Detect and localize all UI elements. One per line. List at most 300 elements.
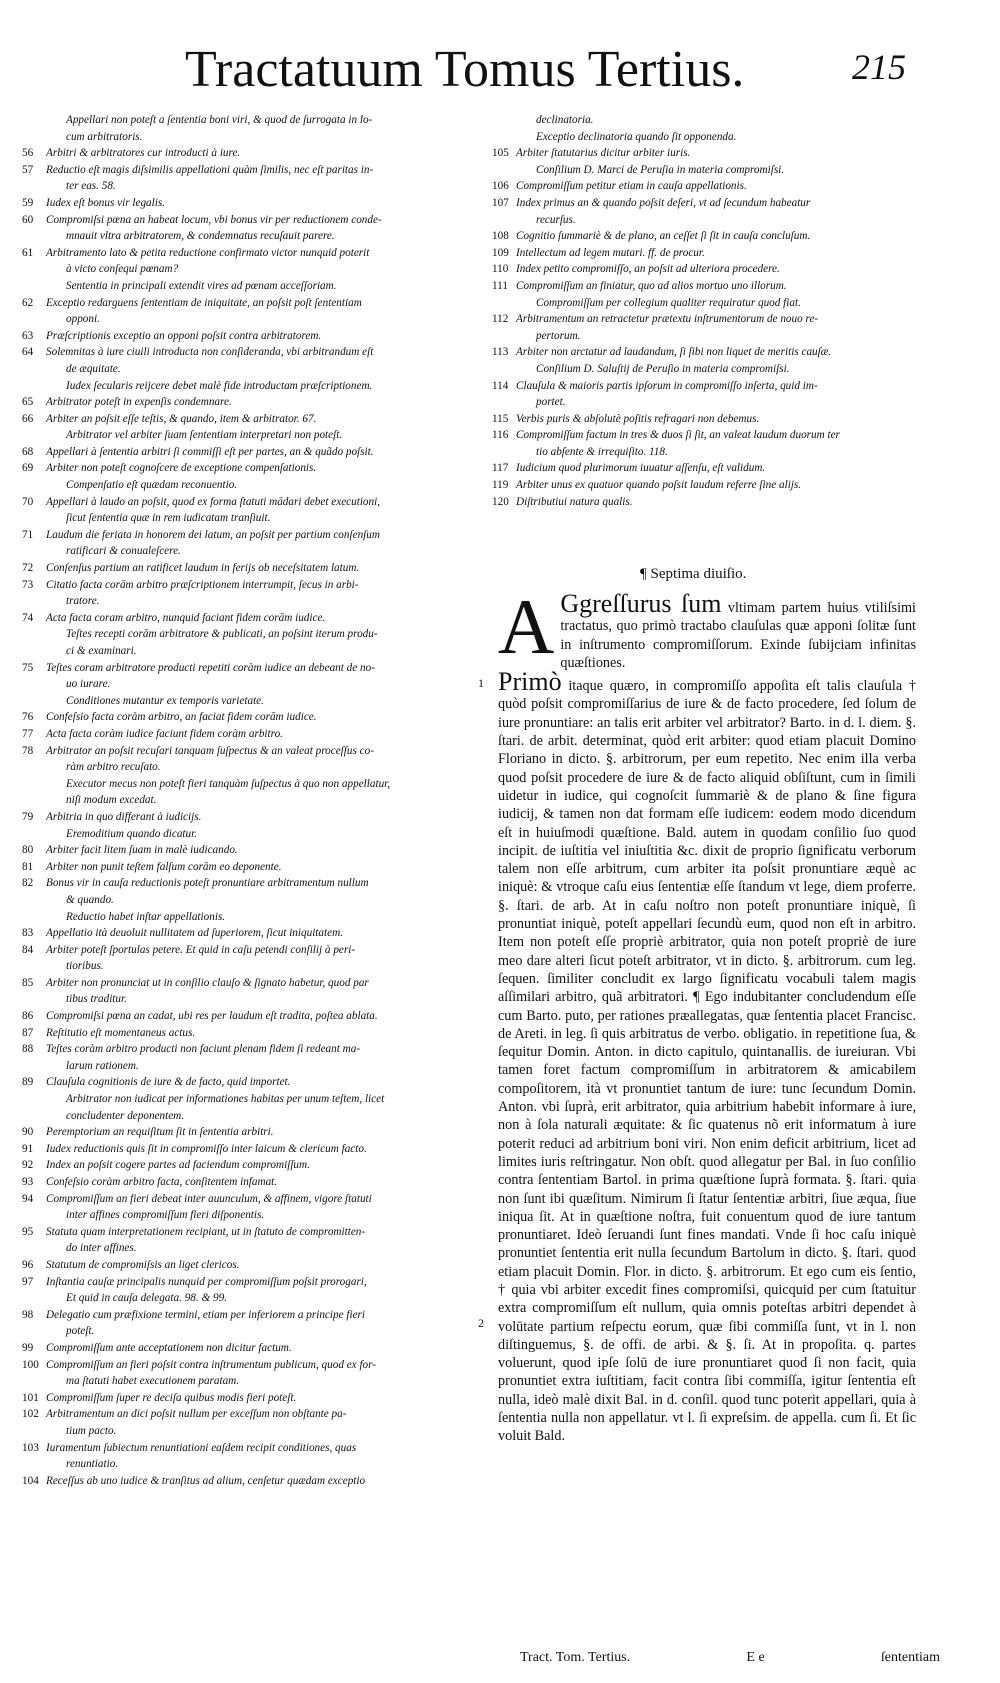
index-number: 113 xyxy=(492,346,509,359)
index-text: Appellatio ità deuoluit nullitatem ad ſuperiorem, ſicut iniquitatem. xyxy=(46,927,343,940)
index-entry xyxy=(22,261,482,278)
index-number xyxy=(492,295,536,312)
index-text: ràm arbitro recuſato. xyxy=(66,761,161,774)
index-number xyxy=(22,129,66,146)
index-number xyxy=(22,1207,66,1224)
index-text: Iuramentum ſubiectum renuntiationi eaſdem recipit conditiones, quas xyxy=(46,1441,357,1454)
index-number: 61 xyxy=(22,246,34,259)
index-text: Arbiter non arctatur ad laudandum, ſi ſibi non liquet de meritis cauſæ. xyxy=(516,346,831,359)
index-entry xyxy=(492,178,952,195)
index-entry xyxy=(492,278,952,295)
index-text: Compromiſſum ante acceptationem non dicitur factum. xyxy=(46,1341,292,1354)
index-number: 99 xyxy=(22,1341,34,1354)
index-entry xyxy=(22,394,482,411)
index-text: tratore. xyxy=(66,595,100,608)
index-number: 80 xyxy=(22,844,34,857)
index-number: 71 xyxy=(22,528,34,541)
index-text: Clauſula & maioris partis ipſorum in compromiſſo inſerta, quid im- xyxy=(516,379,818,392)
index-entry xyxy=(22,660,482,677)
index-entry xyxy=(22,361,482,378)
index-text: Arbitrator non iudicat per informationes habitas per unum teſtem, licet xyxy=(66,1093,385,1106)
index-text: Laudum die feriata in honorem dei latum, an poſsit per partium conſenſum xyxy=(46,528,380,541)
index-number xyxy=(22,228,66,245)
index-text: uo iurare. xyxy=(66,678,111,691)
index-entry xyxy=(22,1141,482,1158)
drop-cap: A xyxy=(498,583,555,670)
index-number xyxy=(22,278,66,295)
index-entry xyxy=(22,577,482,594)
index-entry xyxy=(22,1473,482,1490)
index-entry xyxy=(22,958,482,975)
index-entry xyxy=(22,328,482,345)
index-number: 56 xyxy=(22,147,34,160)
index-text: Appellari à laudo an poſsit, quod ex forma ſtatuti mādari debet executioni, xyxy=(46,495,381,508)
index-number xyxy=(492,444,536,461)
index-text: ma ſtatuti habet executionem paratam. xyxy=(66,1375,240,1388)
index-entry xyxy=(22,162,482,179)
index-number xyxy=(22,1091,66,1108)
index-entry xyxy=(22,676,482,693)
index-number: 92 xyxy=(22,1159,34,1172)
index-number xyxy=(22,826,66,843)
index-entry xyxy=(22,626,482,643)
index-text: Compromiſsi pœna an cadat, ubi res per laudum eſt tradita, poſtea ablata. xyxy=(46,1010,378,1023)
body-text xyxy=(498,583,916,1446)
index-entry xyxy=(492,494,952,511)
index-text: Receſſus ab uno iudice & tranſitus ad alium, cenſetur quædam exceptio xyxy=(46,1474,366,1487)
index-number: 89 xyxy=(22,1076,34,1089)
index-text: Teſtes coràm arbitro producti non faciunt plenam fidem ſi redeant ma- xyxy=(46,1043,361,1056)
index-entry xyxy=(22,1191,482,1208)
index-entry xyxy=(22,1357,482,1374)
index-text: Arbitria in quo differant à iudicijs. xyxy=(46,810,202,823)
second-paragraph xyxy=(498,667,916,1445)
index-text: Iudicium quod plurimorum iuuatur aſſenſu, eſt validum. xyxy=(516,462,766,475)
index-text: tibus traditur. xyxy=(66,993,127,1006)
index-text: Arbiter an poſsit eſſe teſtis, & quando, item & arbitrator. 67. xyxy=(46,412,317,425)
index-number xyxy=(22,693,66,710)
index-text: Reductio habet inſtar appellationis. xyxy=(66,910,226,923)
index-entry xyxy=(22,494,482,511)
index-number: 83 xyxy=(22,927,34,940)
index-text: Intellectum ad legem mutari. ff. de procur. xyxy=(516,246,705,259)
index-entry xyxy=(22,925,482,942)
index-text: Conſenſus partium an ratificet laudum in ferijs ob neceſsitatem latum. xyxy=(46,562,360,575)
index-entry xyxy=(22,460,482,477)
index-text: Compenſatio eſt quædam reconuentio. xyxy=(66,479,238,492)
index-text: Arbiter unus ex quatuor quando poſsit laudum referre ſine alijs. xyxy=(516,479,802,492)
index-text: & quando. xyxy=(66,893,114,906)
right-index-column xyxy=(492,112,952,510)
index-number: 120 xyxy=(492,495,509,508)
index-number: 79 xyxy=(22,810,34,823)
index-entry xyxy=(22,859,482,876)
index-text: Conditiones mutantur ex temporis varietate. xyxy=(66,694,264,707)
index-text: Bonus vir in cauſa reductionis poteſt pronuntiare arbitramentum nullum xyxy=(46,877,369,890)
margin-mark: 2 xyxy=(478,1316,484,1330)
index-entry xyxy=(22,792,482,809)
index-text: Reſtitutio eſt momentaneus actus. xyxy=(46,1026,196,1039)
index-text: ter eas. 58. xyxy=(66,180,116,193)
index-entry xyxy=(22,759,482,776)
index-entry xyxy=(22,1041,482,1058)
index-entry xyxy=(22,295,482,312)
index-entry xyxy=(22,1157,482,1174)
index-number xyxy=(22,378,66,395)
index-text: Arbiter poteſt ſportulas petere. Et quid in caſu petendi conſilij à peri- xyxy=(46,943,356,956)
index-entry xyxy=(492,311,952,328)
index-number: 95 xyxy=(22,1225,34,1238)
index-text: Compromiſſum petitur etiam in cauſa appellationis. xyxy=(516,180,747,193)
index-text: Compromiſſum per collegium qualiter requiratur quod fiat. xyxy=(536,296,801,309)
index-entry xyxy=(22,1257,482,1274)
index-entry xyxy=(22,1240,482,1257)
index-number: 112 xyxy=(492,313,509,326)
index-number: 100 xyxy=(22,1358,39,1371)
page-footer xyxy=(520,1650,940,1666)
index-text: Conſilium D. Saluſtij de Peruſio in materia compromiſsi. xyxy=(536,362,790,375)
index-entry xyxy=(22,1091,482,1108)
index-number xyxy=(492,212,536,229)
index-number: 98 xyxy=(22,1308,34,1321)
index-number xyxy=(22,510,66,527)
index-entry xyxy=(492,344,952,361)
index-number: 87 xyxy=(22,1026,34,1039)
index-entry xyxy=(22,1025,482,1042)
index-text: Delegatio cum præfixione termini, etiam per inferiorem a principe fieri xyxy=(46,1308,365,1321)
index-text: à victo conſequi pœnam? xyxy=(66,263,179,276)
index-entry xyxy=(22,643,482,660)
index-text: Reductio eſt magis diſsimilis appellationi quàm ſimilis, nec eſt paritas in- xyxy=(46,163,374,176)
index-text: Arbitramentum an dici poſsit nullum per exceſſum non obſtante pa- xyxy=(46,1408,347,1421)
first-paragraph-text: vltimam partem huius vtiliſsimi tractatus, quo primò tractabo clauſulas quæ apponi ſolitæ ſunt in inſtrumento compromiſſorum. Exinde ſubijciam infinitas quæſtiones. xyxy=(560,600,916,671)
index-entry xyxy=(22,826,482,843)
left-index-column xyxy=(22,112,482,1489)
index-entry xyxy=(22,1307,482,1324)
index-entry xyxy=(492,460,952,477)
index-text: niſi modum excedat. xyxy=(66,794,157,807)
index-entry xyxy=(22,212,482,229)
index-number: 86 xyxy=(22,1010,34,1023)
index-entry xyxy=(22,112,482,129)
index-text: tium pacto. xyxy=(66,1424,117,1437)
index-text: opponi. xyxy=(66,313,100,326)
index-text: Peremptorium an requiſitum ſit in ſententia arbitri. xyxy=(46,1126,274,1139)
index-entry xyxy=(492,394,952,411)
index-number: 85 xyxy=(22,976,34,989)
index-number: 90 xyxy=(22,1126,34,1139)
index-number: 68 xyxy=(22,445,34,458)
index-entry xyxy=(22,278,482,295)
footer-running-title: Tract. Tom. Tertius. xyxy=(520,1650,631,1665)
footer-signature: E e xyxy=(746,1650,765,1665)
index-number xyxy=(492,361,536,378)
index-text: Compromiſsi pœna an habeat locum, vbi bonus vir per reductionem conde- xyxy=(46,213,382,226)
index-entry xyxy=(22,510,482,527)
index-text: Statuta quam interpretationem recipiant, ut in ſtatuto de compromitten- xyxy=(46,1225,366,1238)
footer-catchword: ſententiam xyxy=(880,1650,940,1665)
index-entry xyxy=(492,245,952,262)
index-number: 102 xyxy=(22,1408,39,1421)
index-text: Eremoditium quando dicatur. xyxy=(66,827,198,840)
index-text: Compromiſſum an fieri poſsit contra inſtrumentum publicum, quod ex for- xyxy=(46,1358,376,1371)
index-number xyxy=(492,162,536,179)
index-entry xyxy=(22,228,482,245)
index-number: 59 xyxy=(22,196,34,209)
index-entry xyxy=(22,875,482,892)
index-number xyxy=(22,543,66,560)
index-entry xyxy=(22,610,482,627)
index-entry xyxy=(492,112,952,129)
index-entry xyxy=(22,129,482,146)
index-number: 96 xyxy=(22,1258,34,1271)
index-entry xyxy=(492,411,952,428)
index-text: Statutum de compromiſsis an liget clericos. xyxy=(46,1258,240,1271)
index-number: 57 xyxy=(22,163,34,176)
index-number: 62 xyxy=(22,296,34,309)
index-number xyxy=(22,626,66,643)
index-entry xyxy=(22,1008,482,1025)
index-text: Compromiſſum an fieri debeat inter auunculum, & affinem, vigore ſtatuti xyxy=(46,1192,372,1205)
index-entry xyxy=(22,1274,482,1291)
index-number: 109 xyxy=(492,246,509,259)
index-number xyxy=(22,1456,66,1473)
index-number: 108 xyxy=(492,230,509,243)
index-entry xyxy=(22,527,482,544)
index-text: Compromiſſum ſuper re deciſa quibus modis fieri poteſt. xyxy=(46,1391,297,1404)
index-number xyxy=(22,643,66,660)
index-entry xyxy=(22,1373,482,1390)
index-entry xyxy=(492,145,952,162)
index-text: Appellari non poteſt a ſententia boni viri, & quod de ſurrogata in lo- xyxy=(66,114,373,126)
index-text: Arbitri & arbitratores cur introducti à iure. xyxy=(46,147,241,160)
opening-words: Ggreſſurus ſum xyxy=(560,589,722,618)
index-entry xyxy=(22,1323,482,1340)
index-entry xyxy=(22,991,482,1008)
index-number: 119 xyxy=(492,479,509,492)
index-entry xyxy=(492,228,952,245)
index-text: Arbiter non punit teſtem falſum corām eo deponente. xyxy=(46,860,282,873)
index-entry xyxy=(22,593,482,610)
index-number: 111 xyxy=(492,279,508,292)
index-text: tioribus. xyxy=(66,960,104,973)
index-number xyxy=(22,361,66,378)
index-text: Arbitrator poteſt in expenſis condemnare. xyxy=(46,396,232,409)
index-number: 66 xyxy=(22,412,34,425)
index-number xyxy=(22,593,66,610)
index-text: Confeſsio facta coràm arbitro, an faciat fidem corām iudice. xyxy=(46,711,317,724)
index-number xyxy=(22,178,66,195)
index-number xyxy=(22,776,66,793)
index-text: Arbitramentum an retractetur prætextu inſtrumentorum de nouo re- xyxy=(516,313,819,326)
index-entry xyxy=(22,842,482,859)
index-text: do inter affines. xyxy=(66,1242,137,1255)
index-text: ratificari & conualeſcere. xyxy=(66,545,181,558)
index-number xyxy=(22,676,66,693)
index-number: 75 xyxy=(22,661,34,674)
index-text: Citatio facta corām arbitro præſcriptionem interrumpit, ſecus in arbi- xyxy=(46,578,359,591)
index-number xyxy=(22,1373,66,1390)
index-text: mnauit vltra arbitratorem, & condemnatus recuſauit parere. xyxy=(66,230,335,243)
index-text: Et quid in cauſa delegata. 98. & 99. xyxy=(66,1292,227,1305)
index-text: Inſtantia cauſæ principalis nunquid per compromiſſum poſsit prorogari, xyxy=(46,1275,367,1288)
page-title: Tractatuum Tomus Tertius. xyxy=(185,41,745,98)
index-entry xyxy=(22,378,482,395)
index-number: 88 xyxy=(22,1043,34,1056)
index-entry xyxy=(22,245,482,262)
index-text: Arbiter facit litem ſuam in malè iudicando. xyxy=(46,844,238,857)
index-number: 110 xyxy=(492,263,509,276)
index-number: 70 xyxy=(22,495,34,508)
index-entry xyxy=(22,743,482,760)
index-entry xyxy=(492,295,952,312)
index-number xyxy=(22,759,66,776)
index-text: Exceptio declinatoria quando ſit opponenda. xyxy=(536,130,737,143)
margin-mark: 1 xyxy=(478,676,484,690)
index-entry xyxy=(22,709,482,726)
index-number: 94 xyxy=(22,1192,34,1205)
index-text: Cognitio ſummariè & de plano, an ceſſet ſi ſit in cauſa concluſum. xyxy=(516,230,811,243)
index-entry xyxy=(22,1074,482,1091)
index-number xyxy=(22,427,66,444)
index-number xyxy=(22,1423,66,1440)
index-number xyxy=(22,261,66,278)
index-text: Solemnitas à iure ciuili introducta non conſideranda, vbi arbitrandum eſt xyxy=(46,346,374,359)
index-entry xyxy=(22,477,482,494)
index-number: 101 xyxy=(22,1391,39,1404)
index-entry xyxy=(492,444,952,461)
index-text: renuntiatio. xyxy=(66,1458,119,1471)
index-entry xyxy=(22,411,482,428)
index-text: larum rationem. xyxy=(66,1059,139,1072)
index-number: 81 xyxy=(22,860,34,873)
index-entry xyxy=(22,1124,482,1141)
index-text: Acta facta coràm iudice faciunt fidem coràm arbitro. xyxy=(46,727,283,740)
index-entry xyxy=(22,1423,482,1440)
index-text: cum arbitratoris. xyxy=(66,130,143,143)
index-number xyxy=(22,311,66,328)
index-text: recurſus. xyxy=(536,213,576,226)
index-number: 106 xyxy=(492,180,509,193)
index-number xyxy=(22,1108,66,1125)
index-number: 105 xyxy=(492,147,509,160)
index-text: Præſcriptionis exceptio an opponi poſsit contra arbitratorem. xyxy=(46,329,322,342)
index-entry xyxy=(22,693,482,710)
index-entry xyxy=(22,1224,482,1241)
index-text: Sententia in principali extendit vires ad pœnam acceſſoriam. xyxy=(66,279,337,292)
index-text: portet. xyxy=(536,396,566,409)
index-entry xyxy=(492,129,952,146)
index-number: 116 xyxy=(492,429,509,442)
index-text: Iudex ſecularis reijcere debet malè fide introductam præſcriptionem. xyxy=(66,379,373,392)
index-entry xyxy=(492,261,952,278)
index-number xyxy=(22,1240,66,1257)
index-number: 114 xyxy=(492,379,509,392)
index-number: 93 xyxy=(22,1176,34,1188)
index-text: Diſtributiui natura qualis. xyxy=(516,495,633,508)
index-number xyxy=(492,328,536,345)
index-text: tio abſente & irrequiſito. 118. xyxy=(536,445,668,458)
index-number: 72 xyxy=(22,562,34,575)
index-text: Verbis puris & abſolutè poſitis refragari non debemus. xyxy=(516,412,760,425)
index-entry xyxy=(22,1406,482,1423)
index-text: Arbiter non poteſt cognoſcere de exceptione compenſationis. xyxy=(46,462,317,475)
index-text: Compromiſſum an finiatur, quo ad alios mortuo uno illorum. xyxy=(516,279,787,292)
index-number xyxy=(22,991,66,1008)
index-text: Exceptio redarguens ſententiam de iniquitate, an poſsit poſt ſententiam xyxy=(46,296,362,309)
index-text: Index an poſsit cogere partes ad faciendum compromiſſum. xyxy=(46,1159,310,1172)
index-entry xyxy=(22,1340,482,1357)
index-entry xyxy=(22,975,482,992)
index-text: ci & examinari. xyxy=(66,645,137,657)
index-number xyxy=(22,1323,66,1340)
index-entry xyxy=(22,1440,482,1457)
section-heading: ¶ Septima diuiſio. xyxy=(640,566,747,582)
index-number xyxy=(22,1290,66,1307)
index-text: Iudex reductionis quis ſit in compromiſſo inter laicum & clericum facto. xyxy=(46,1142,367,1155)
index-entry xyxy=(22,145,482,162)
index-number: 91 xyxy=(22,1142,34,1155)
index-number: 63 xyxy=(22,329,34,342)
index-entry xyxy=(22,1290,482,1307)
index-entry xyxy=(22,1058,482,1075)
index-number: 82 xyxy=(22,877,34,890)
index-number: 65 xyxy=(22,396,34,409)
index-number xyxy=(492,394,536,411)
index-number: 64 xyxy=(22,346,34,359)
index-text: Appellari à ſententia arbitri ſi commiſſi eſt per partes, an & quãdo poſsit. xyxy=(46,445,374,458)
index-number xyxy=(22,1058,66,1075)
index-entry xyxy=(492,212,952,229)
index-entry xyxy=(22,1108,482,1125)
index-entry xyxy=(22,427,482,444)
index-number xyxy=(22,958,66,975)
index-text: Confeſsio coràm arbitro facta, conſitentem infamat. xyxy=(46,1176,278,1188)
index-number: 107 xyxy=(492,196,509,209)
index-entry xyxy=(492,427,952,444)
index-entry xyxy=(492,378,952,395)
index-number xyxy=(492,112,536,129)
index-entry xyxy=(492,195,952,212)
index-entry xyxy=(492,361,952,378)
index-number xyxy=(22,792,66,809)
first-paragraph xyxy=(498,583,916,672)
index-text: Conſilium D. Marci de Peruſia in materia compromiſsi. xyxy=(536,163,785,176)
index-number xyxy=(22,909,66,926)
index-number xyxy=(492,129,536,146)
index-text: pertorum. xyxy=(536,329,581,342)
index-entry xyxy=(22,942,482,959)
index-number: 74 xyxy=(22,611,34,624)
index-entry xyxy=(22,776,482,793)
index-text: Arbiter non pronunciat ut in conſilio clauſo & ſignato habetur, quod par xyxy=(46,976,369,989)
index-text: Clauſula cognitionis de iure & de facto, quid importet. xyxy=(46,1076,291,1089)
index-number: 76 xyxy=(22,711,34,724)
index-text: Arbitramento lato & petita reductione confirmato victor nunquid poterit xyxy=(46,246,370,259)
index-entry xyxy=(22,543,482,560)
index-text: Acta facta coram arbitro, nunquid faciant fidem corām iudice. xyxy=(46,611,326,624)
index-entry xyxy=(22,892,482,909)
index-text: Index primus an & quando poſsit deſeri, vt ad ſecundum habeatur xyxy=(516,196,811,209)
index-number: 78 xyxy=(22,744,34,757)
index-number: 77 xyxy=(22,727,34,740)
index-number: 115 xyxy=(492,412,509,425)
index-text: poteſt. xyxy=(66,1325,95,1338)
index-entry xyxy=(22,195,482,212)
index-entry xyxy=(22,444,482,461)
index-entry xyxy=(22,1207,482,1224)
index-entry xyxy=(22,909,482,926)
